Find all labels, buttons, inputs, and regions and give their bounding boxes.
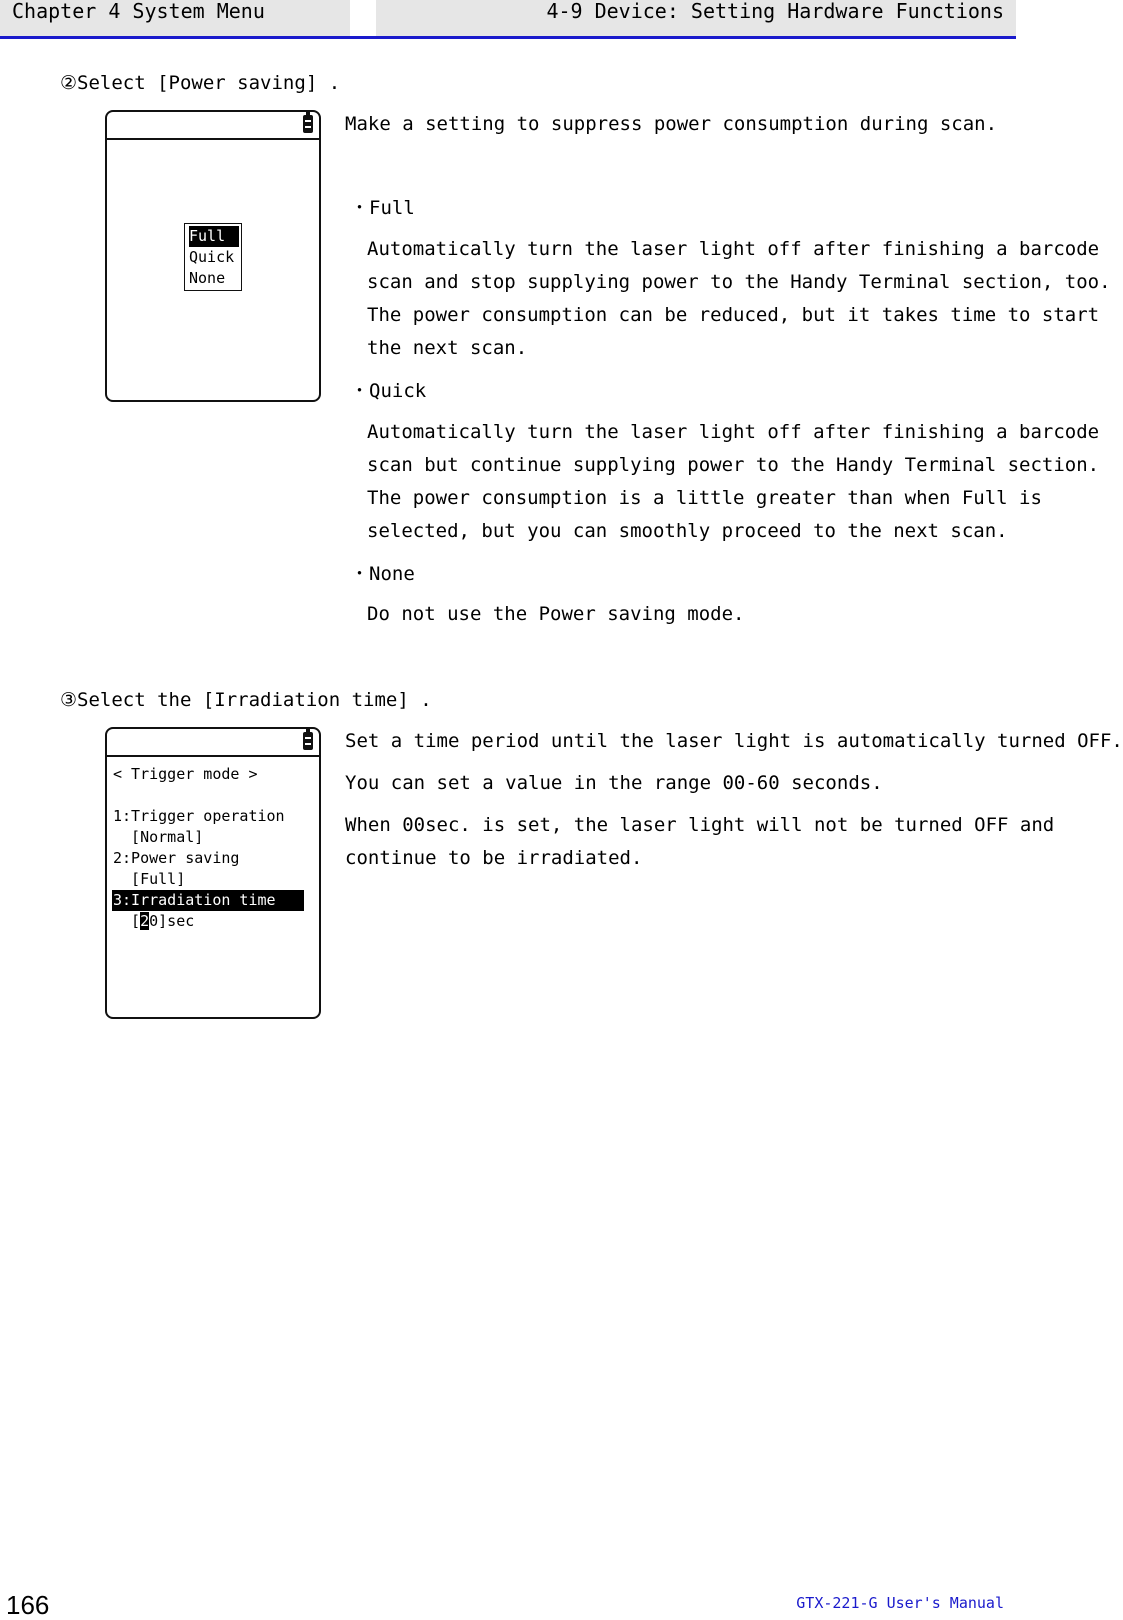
quick-desc-line: The power consumption is a little greater than when Full is (367, 487, 1042, 509)
full-desc-line: the next scan. (367, 337, 528, 359)
irradiation-desc-line: You can set a value in the range 00-60 seconds. (345, 772, 883, 794)
step2-title: ②Select [Power saving] . (60, 72, 341, 94)
trigger-mode-heading: < Trigger mode > (113, 765, 258, 783)
power-saving-intro: Make a setting to suppress power consumption during scan. (345, 113, 998, 135)
popup-option-quick[interactable]: Quick (189, 248, 235, 266)
bullet-quick: ・Quick (350, 380, 427, 402)
power-saving-value: [Full] (113, 870, 186, 888)
menu-item-irradiation-time[interactable]: 3:Irradiation time (113, 891, 276, 909)
value-bracket-open: [ (113, 912, 141, 930)
full-desc-line: scan and stop supplying power to the Handy Terminal section, too. (367, 271, 1111, 293)
header-rule (0, 36, 1016, 39)
input-cursor[interactable]: 2 (140, 912, 150, 930)
popup-option-none[interactable]: None (189, 269, 226, 287)
section-title: 4-9 Device: Setting Hardware Functions (546, 0, 1004, 23)
menu-item-power-saving[interactable]: 2:Power saving (113, 849, 240, 867)
bullet-none: ・None (350, 563, 415, 585)
popup-option-full[interactable]: Full (189, 226, 239, 247)
full-desc-line: Automatically turn the laser light off after finishing a barcode (367, 238, 1100, 260)
quick-desc-line: Automatically turn the laser light off after finishing a barcode (367, 421, 1100, 443)
none-desc-line: Do not use the Power saving mode. (367, 603, 745, 625)
manual-title: GTX-221-G User's Manual (796, 1594, 1004, 1612)
quick-desc-line: selected, but you can smoothly proceed to the next scan. (367, 520, 1008, 542)
full-desc-line: The power consumption can be reduced, but it takes time to start (367, 304, 1100, 326)
menu-item-trigger-operation[interactable]: 1:Trigger operation (113, 807, 285, 825)
irradiation-time-value[interactable] (113, 911, 194, 932)
irradiation-desc-line: When 00sec. is set, the laser light will not be turned OFF and (345, 814, 1055, 836)
battery-icon (303, 732, 313, 750)
device-screen-trigger-mode (105, 727, 321, 1019)
device-screen-power-saving (105, 110, 321, 402)
step3-title: ③Select the [Irradiation time] . (60, 689, 432, 711)
irradiation-desc-line: continue to be irradiated. (345, 847, 643, 869)
irradiation-desc-line: Set a time period until the laser light is automatically turned OFF. (345, 730, 1123, 752)
status-bar-divider (107, 755, 319, 757)
trigger-operation-value: [Normal] (113, 828, 204, 846)
power-saving-popup (184, 223, 242, 291)
battery-icon (303, 115, 313, 133)
status-bar-divider (107, 138, 319, 140)
bullet-full: ・Full (350, 197, 415, 219)
chapter-title: Chapter 4 System Menu (12, 0, 265, 23)
quick-desc-line: scan but continue supplying power to the Handy Terminal section. (367, 454, 1100, 476)
page-number: 166 (6, 1590, 50, 1620)
value-suffix: 0]sec (149, 912, 195, 930)
